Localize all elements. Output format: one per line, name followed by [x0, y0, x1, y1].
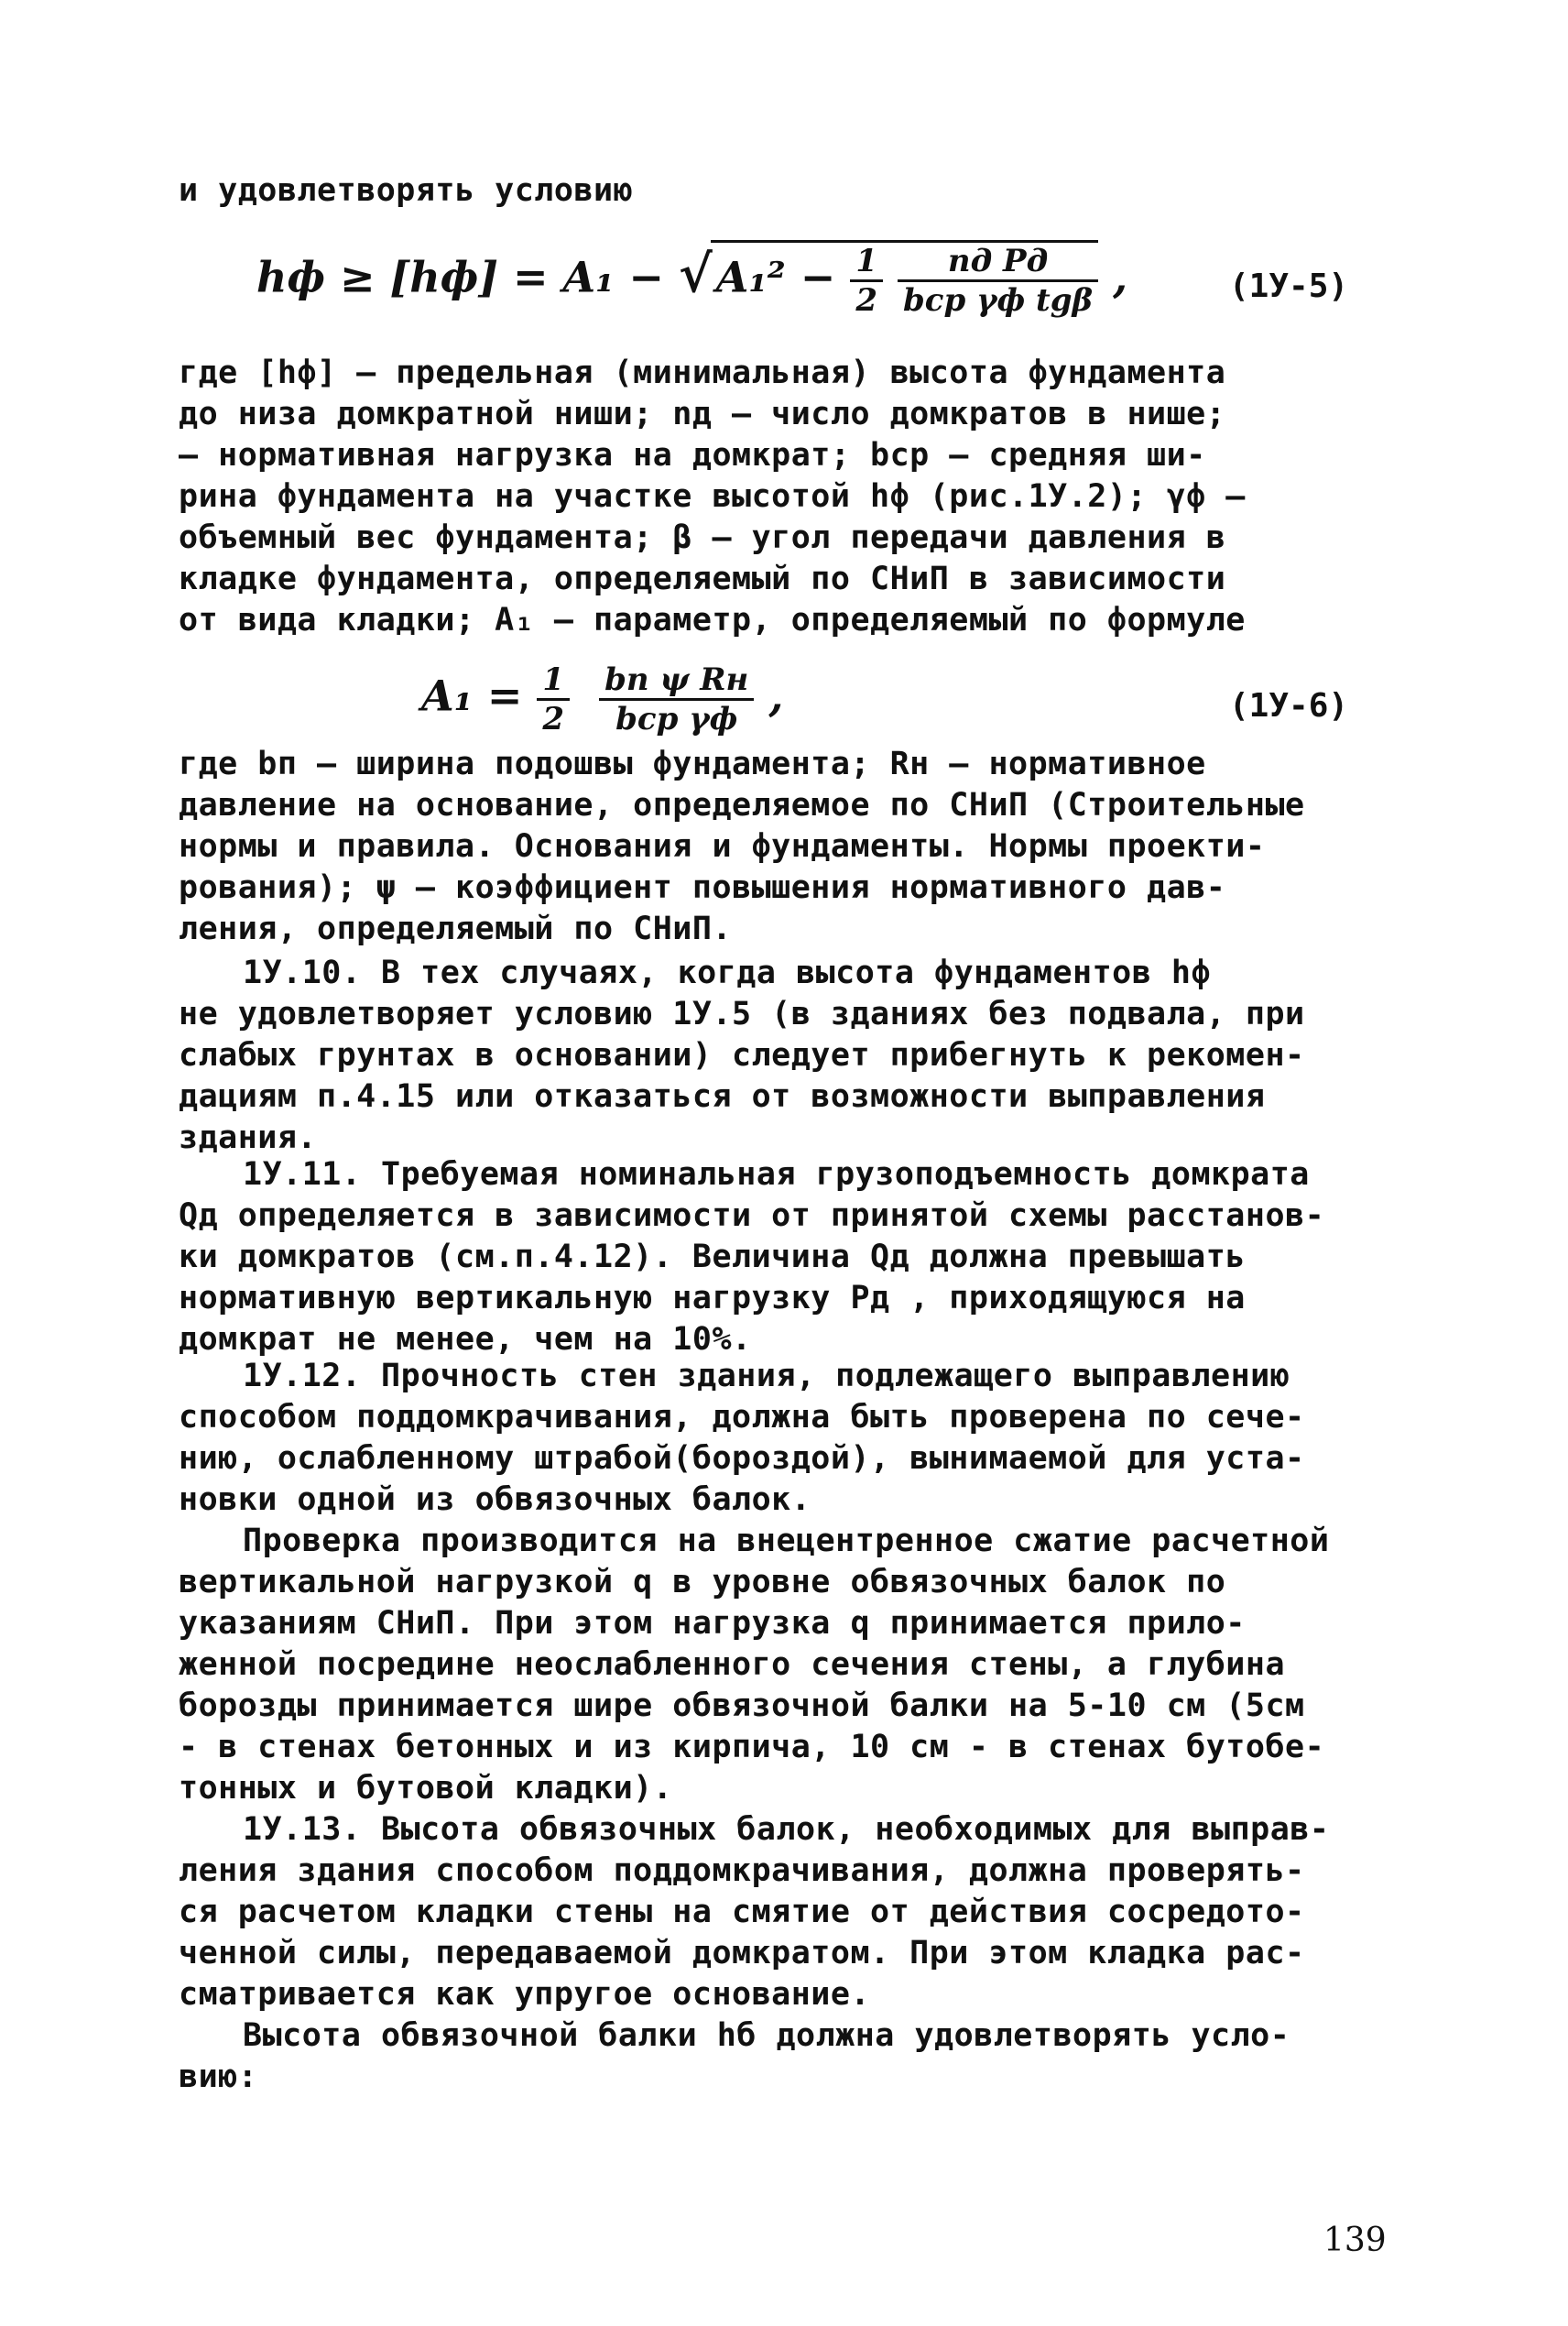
- intro-text: и удовлетворять условию: [179, 172, 634, 209]
- text-line: 1У.10. В тех случаях, когда высота фундаментов hф: [243, 955, 1212, 991]
- text-line: тонных и бутовой кладки).: [179, 1770, 673, 1807]
- text-line: нормативную вертикальную нагрузку Pд , приходящуюся на: [179, 1280, 1246, 1316]
- text-line: способом поддомкрачивания, должна быть проверена по сече-: [179, 1399, 1305, 1436]
- definitions-block-1: [179, 353, 1406, 641]
- text-line: от вида кладки; A₁ – параметр, определяемый по формуле: [179, 602, 1246, 639]
- text-line: сматривается как упругое основание.: [179, 1976, 871, 2013]
- text-line: объемный вес фундамента; β – угол передачи давления в: [179, 519, 1226, 556]
- text-line: вию:: [179, 2058, 258, 2095]
- text-line: здания.: [179, 1119, 318, 1156]
- paragraph-1y10: [179, 953, 1406, 1159]
- formula-1y6-half: $\frac{1}{2}$: [537, 661, 570, 737]
- formula-1y5-inner: A₁² −: [715, 252, 851, 302]
- paragraph-1y12-check: [179, 1521, 1406, 1809]
- text-line: ления, определяемый по СНиП.: [179, 911, 733, 947]
- text-line: новки одной из обвязочных балок.: [179, 1481, 811, 1518]
- text-line: ления здания способом поддомкрачивания, должна проверять-: [179, 1852, 1305, 1889]
- text-line: Проверка производится на внецентренное сжатие расчетной: [243, 1523, 1330, 1559]
- equation-number-1y5: (1У-5): [1229, 268, 1349, 305]
- text-line: нормы и правила. Основания и фундаменты. Нормы проекти-: [179, 828, 1266, 865]
- page-number: 139: [1323, 2222, 1387, 2259]
- text-line: нию, ослабленному штрабой(бороздой), вынимаемой для уста-: [179, 1440, 1305, 1477]
- text-line: рина фундамента на участке высотой hф (рис.1У.2); γф –: [179, 478, 1246, 515]
- formula-1y6: A₁ = $\frac{1}{2}$ $\frac{\text{bп ψ Rн}}{\text{bср γф}}$ ,: [421, 661, 784, 737]
- formula-1y5: hф ≥ [hф] = A₁ − √A₁² − $\frac{1}{2}$ $\frac{\text{nд Pд}}{\text{bср γф tgβ}}$ ,: [256, 240, 1127, 319]
- text-line: где [hф] – предельная (минимальная) высота фундамента: [179, 355, 1226, 391]
- formula-1y6-fraction: $\frac{\text{bп ψ Rн}}{\text{bср γф}}$: [599, 661, 754, 737]
- text-line: слабых грунтах в основании) следует прибегнуть к рекомен-: [179, 1037, 1305, 1074]
- formula-1y5-lhs: hф ≥ [hф] = A₁ −: [256, 252, 679, 302]
- definitions-block-2: [179, 744, 1406, 950]
- text-line: - в стенах бетонных и из кирпича, 10 см - в стенах бутобе-: [179, 1729, 1325, 1765]
- equation-number-1y6: (1У-6): [1229, 687, 1349, 725]
- text-line: борозды принимается шире обвязочной балки на 5-10 см (5см: [179, 1687, 1305, 1724]
- text-line: дациям п.4.15 или отказаться от возможности выправления: [179, 1078, 1266, 1115]
- text-line: до низа домкратной ниши; nд – число домкратов в нише;: [179, 396, 1226, 432]
- text-line: ся расчетом кладки стены на смятие от действия сосредото-: [179, 1894, 1305, 1930]
- text-line: где bп – ширина подошвы фундамента; Rн – нормативное: [179, 746, 1206, 782]
- text-line: указаниям СНиП. При этом нагрузка q принимается прило-: [179, 1605, 1246, 1642]
- formula-1y5-half: $\frac{1}{2}$: [850, 243, 883, 319]
- text-line: давление на основание, определяемое по СНиП (Строительные: [179, 787, 1305, 824]
- text-line: не удовлетворяет условию 1У.5 (в зданиях без подвала, при: [179, 996, 1305, 1032]
- paragraph-1y12: [179, 1356, 1406, 1521]
- text-line: Qд определяется в зависимости от принятой схемы расстанов-: [179, 1197, 1325, 1234]
- text-line: – нормативная нагрузка на домкрат; bср – средняя ши-: [179, 437, 1206, 474]
- text-line: ки домкратов (см.п.4.12). Величина Qд должна превышать: [179, 1239, 1246, 1275]
- text-line: вертикальной нагрузкой q в уровне обвязочных балок по: [179, 1564, 1226, 1600]
- text-line: 1У.13. Высота обвязочных балок, необходимых для выправ-: [243, 1811, 1330, 1848]
- text-line: женной посредине неослабленного сечения стены, а глубина: [179, 1646, 1286, 1683]
- formula-1y5-fraction: $\frac{\text{nд Pд}}{\text{bср γф tgβ}}$: [898, 243, 1098, 319]
- text-line: 1У.11. Требуемая номинальная грузоподъемность домкрата: [243, 1156, 1310, 1193]
- text-line: кладке фундамента, определяемый по СНиП в зависимости: [179, 561, 1226, 597]
- text-line: Высота обвязочной балки hб должна удовлетворять усло-: [243, 2017, 1290, 2054]
- paragraph-1y13: [179, 1809, 1406, 2015]
- formula-1y6-lhs: A₁ =: [421, 671, 538, 721]
- text-line: 1У.12. Прочность стен здания, подлежащего выправлению: [243, 1358, 1290, 1394]
- paragraph-1y11: [179, 1154, 1406, 1360]
- formula-1y5-radicand: [711, 240, 1098, 319]
- text-line: рования); ψ – коэффициент повышения нормативного дав-: [179, 869, 1226, 906]
- paragraph-1y13-height: [179, 2015, 1406, 2098]
- text-line: ченной силы, передаваемой домкратом. При этом кладка рас-: [179, 1935, 1305, 1971]
- text-line: домкрат не менее, чем на 10%.: [179, 1321, 752, 1358]
